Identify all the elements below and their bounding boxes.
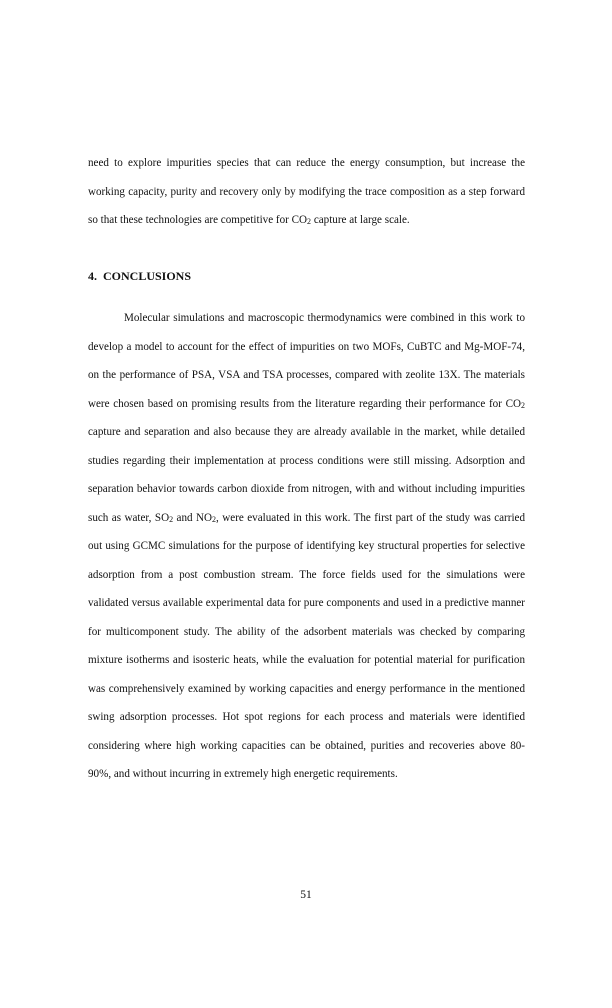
paragraph-text-segment: capture at large scale. [311,214,410,226]
co2-subscript: 2 [307,217,312,227]
section-heading: 4. CONCLUSIONS [88,269,192,283]
paragraph-text [88,304,525,789]
paragraph-text-segment: need to explore impurities species that can reduce the energy consumption, but increase the working capacity, purity and recovery only by modifying the trace composition as a step forward so that these technologies are competitive for CO [88,157,525,226]
co2-subscript: 2 [521,400,525,410]
intro-paragraph [88,149,525,235]
so2-subscript: 2 [169,514,174,524]
paragraph-text-segment: capture and separation and also because they are already available in the market, while detailed studies regarding their implementation at process conditions were still missing. Adsorption and separation behavior towards carbon dioxide from nitrogen, with and without including impurities such as water, SO [88,426,525,524]
paragraph-text-segment: Molecular simulations and macroscopic thermodynamics were combined in this work to develop a model to account for the effect of impurities on two MOFs, CuBTC and Mg-MOF-74, on the performance of PSA, VSA and TSA processes, compared with zeolite 13X. The materials were chosen based on promising results from the literature regarding their performance for CO [88,312,525,410]
conclusions-paragraph [88,304,525,789]
no2-subscript: 2 [212,514,217,524]
paragraph-text-segment: , were evaluated in this work. The first part of the study was carried out using GCMC simulations for the purpose of identifying key structural properties for selective adsorption from a post combustion stream. The force fields used for the simulations were validated versus available experimental data for pure components and used in a predictive manner for multicomponent study. The ability of the adsorbent materials was checked by comparing mixture isotherms and isosteric heats, while the evaluation for potential material for purification was comprehensively examined by working capacities and energy performance in the mentioned swing adsorption processes. Hot spot regions for each process and materials were identified considering where high working capacities can be obtained, purities and recoveries above 80-90%, and without incurring in extremely high energetic requirements. [88,511,525,780]
page-number: 51 [300,889,312,901]
paragraph-text [88,149,525,235]
paragraph-text-segment: and NO [173,511,213,524]
